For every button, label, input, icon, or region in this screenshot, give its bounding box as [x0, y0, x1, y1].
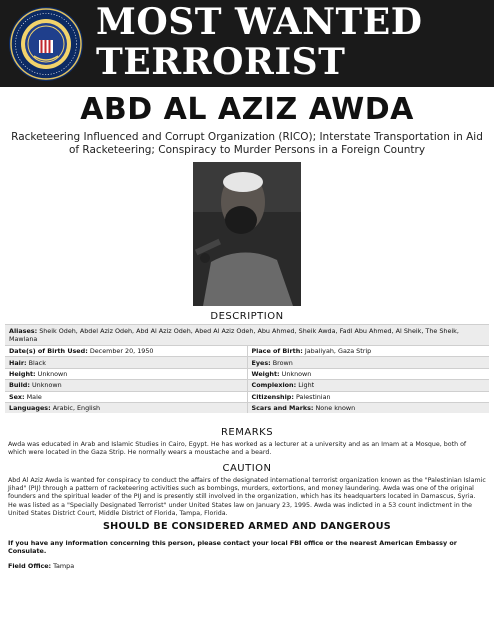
hair-label: Hair:: [9, 358, 27, 367]
description-title: DESCRIPTION: [210, 311, 284, 322]
remarks-title: REMARKS: [220, 427, 274, 438]
subject-name: ABD AL AZIZ AWDA: [80, 92, 414, 127]
dob-value: December 20, 1950: [89, 347, 154, 356]
complexion-value: Light: [298, 381, 315, 390]
table-row: [5, 357, 489, 368]
charges-text: Racketeering Influenced and Corrupt Organization (RICO); Interstate Transportation in Aid of Racketeering; Conspiracy to Murder Persons in a Foreign Country: [11, 131, 483, 156]
table-row: [5, 402, 489, 413]
complexion-label: Complexion:: [251, 381, 297, 390]
hair-value: Black: [28, 358, 46, 367]
armed-dangerous-warning: SHOULD BE CONSIDERED ARMED AND DANGEROUS: [102, 521, 392, 532]
table-row: [5, 391, 489, 402]
table-row: [5, 346, 489, 357]
table-row: [5, 380, 489, 391]
remarks-text: Awda was educated in Arab and Islamic Studies in Cairo, Egypt. He has worked as a lecturer at a university and as an Imam at a Mosque, both of which were located in the Gaza Strip. He normally wears a moustache and a beard.: [8, 441, 467, 457]
caution-text: Abd Al Aziz Awda is wanted for conspiracy to conduct the affairs of the designated international terrorist organization known as the "Palestinian Islamic Jihad" (PIJ) through a pattern of racketeering activities such as bombings, murders, extortions, and money laundering. Awda was one of the original founders and the spiritual leader of the PIJ and is presently still involved in the organization, which has its headquarters located in Damascus, Syria. He was listed as a "Specially Designated Terrorist" under United States law on January 23, 1995. Awda was indicted in a 53 count indictment in the United States District Court, Middle District of Florida, Tampa, Florida.: [8, 477, 486, 517]
subject-photo: [193, 162, 301, 306]
aliases-value: Sheik Odeh, Abdel Aziz Odeh, Abd Al Aziz Odeh, Abed Al Aziz Odeh, Abu Ahmed, Sheik Awda, Fadl Abu Ahmed, Al Sheik, The Sheik, Mawlana: [9, 327, 459, 343]
header-banner: [0, 0, 494, 87]
citizenship-value: Palestinian: [295, 392, 331, 401]
table-row: [5, 368, 489, 379]
sex-value: Male: [26, 392, 42, 401]
pob-value: Jabaliyah, Gaza Strip: [304, 347, 372, 356]
description-table: [5, 324, 489, 413]
headline-most-wanted: MOST WANTED: [96, 1, 423, 43]
height-value: Unknown: [37, 369, 68, 378]
eyes-label: Eyes:: [251, 358, 271, 367]
headline-terrorist: TERRORIST: [96, 41, 346, 83]
build-label: Build:: [9, 381, 30, 390]
scars-label: Scars and Marks:: [251, 404, 314, 413]
pob-label: Place of Birth:: [251, 347, 303, 356]
height-label: Height:: [9, 369, 36, 378]
sex-label: Sex:: [9, 392, 25, 401]
subject-photo-image: [193, 162, 301, 306]
citizenship-label: Citizenship:: [251, 392, 294, 401]
aliases-label: Aliases:: [9, 327, 38, 335]
caution-title: CAUTION: [222, 463, 272, 474]
fbi-seal-icon: [8, 6, 84, 82]
build-value: Unknown: [31, 381, 62, 390]
languages-value: Arabic, English: [52, 404, 101, 413]
eyes-value: Brown: [272, 358, 293, 367]
dob-label: Date(s) of Birth Used:: [9, 347, 88, 356]
aliases-row: [5, 325, 489, 346]
field-office: [8, 562, 74, 570]
field-office-label: Field Office:: [8, 562, 52, 570]
languages-label: Languages:: [9, 404, 51, 413]
weight-value: Unknown: [281, 369, 312, 378]
scars-value: None known: [315, 404, 356, 413]
field-office-value: Tampa: [53, 562, 75, 570]
weight-label: Weight:: [251, 369, 280, 378]
contact-text: If you have any information concerning this person, please contact your local FBI office or the nearest American Embassy or Consulate.: [8, 539, 457, 556]
